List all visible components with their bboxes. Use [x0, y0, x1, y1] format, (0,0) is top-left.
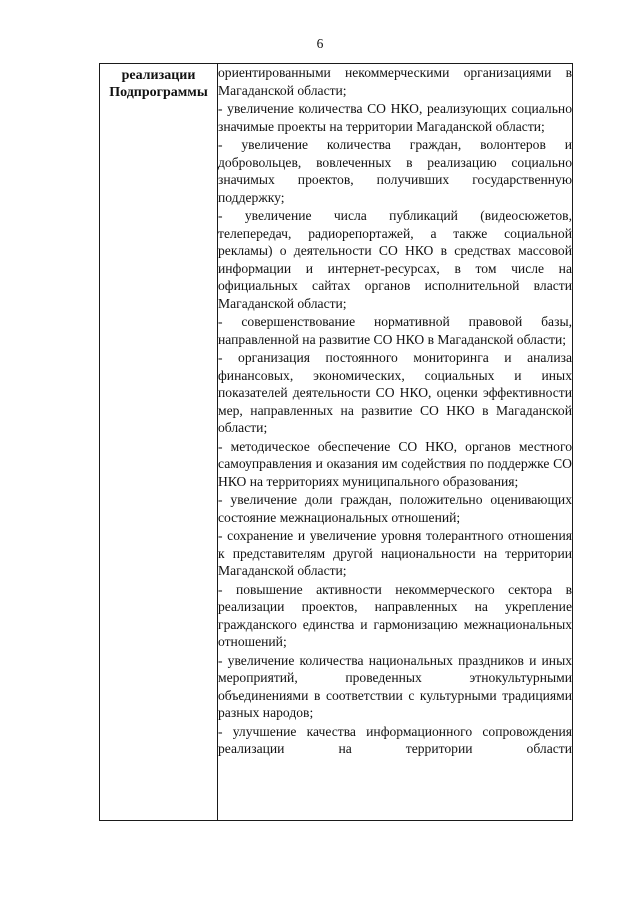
result-item: - сохранение и увеличение уровня толерантного отношения к представителям другой национальности на территории Магаданской области;	[218, 528, 572, 578]
result-item: - увеличение количества национальных праздников и иных мероприятий, проведенных этнокультурными объединениями в соответствии с культурными традициями разных народов;	[218, 652, 572, 720]
table-row	[100, 64, 573, 821]
subprogram-table	[99, 63, 573, 821]
result-item: - улучшение качества информационного сопровождения реализации на территории области	[218, 723, 572, 756]
expected-results-cell	[218, 64, 573, 821]
result-item: - организация постоянного мониторинга и анализа финансовых, экономических, социальных и иных показателей деятельности СО НКО, оценки эффективности мер, направленных на развитие СО НКО в Магаданской области;	[218, 350, 572, 435]
result-item: - увеличение доли граждан, положительно оценивающих состояние межнациональных отношений;	[218, 492, 572, 525]
result-item: - совершенствование нормативной правовой базы, направленной на развитие СО НКО в Магаданской области;	[218, 314, 572, 347]
row-label-line-1: реализации	[121, 68, 196, 83]
result-item: - увеличение числа публикаций (видеосюжетов, телепередач, радиорепортажей, а также социальной рекламы) о деятельности СО НКО в средствах массовой информации и интернет-ресурсах, в том числе на официальных сайтах органов исполнительной власти Магаданской области;	[218, 208, 572, 311]
page-number: 6	[316, 36, 324, 51]
result-item: - повышение активности некоммерческого сектора в реализации проектов, направленных на укрепление гражданского единства и гармонизацию межнациональных отношений;	[218, 581, 572, 649]
result-item: ориентированными некоммерческими организациями в Магаданской области;	[218, 65, 572, 98]
row-label	[100, 64, 217, 101]
result-item: - увеличение количества граждан, волонтеров и добровольцев, вовлеченных в реализацию социально значимых проектов, получивших государственную поддержку;	[218, 137, 572, 205]
row-label-cell	[100, 64, 218, 821]
row-label-line-2: Подпрограммы	[109, 85, 208, 100]
result-item: - методическое обеспечение СО НКО, органов местного самоуправления и оказания им содействия по поддержке СО НКО на территориях муниципального образования;	[218, 438, 572, 489]
result-item: - увеличение количества СО НКО, реализующих социально значимые проекты на территории Магаданской области;	[218, 101, 572, 134]
